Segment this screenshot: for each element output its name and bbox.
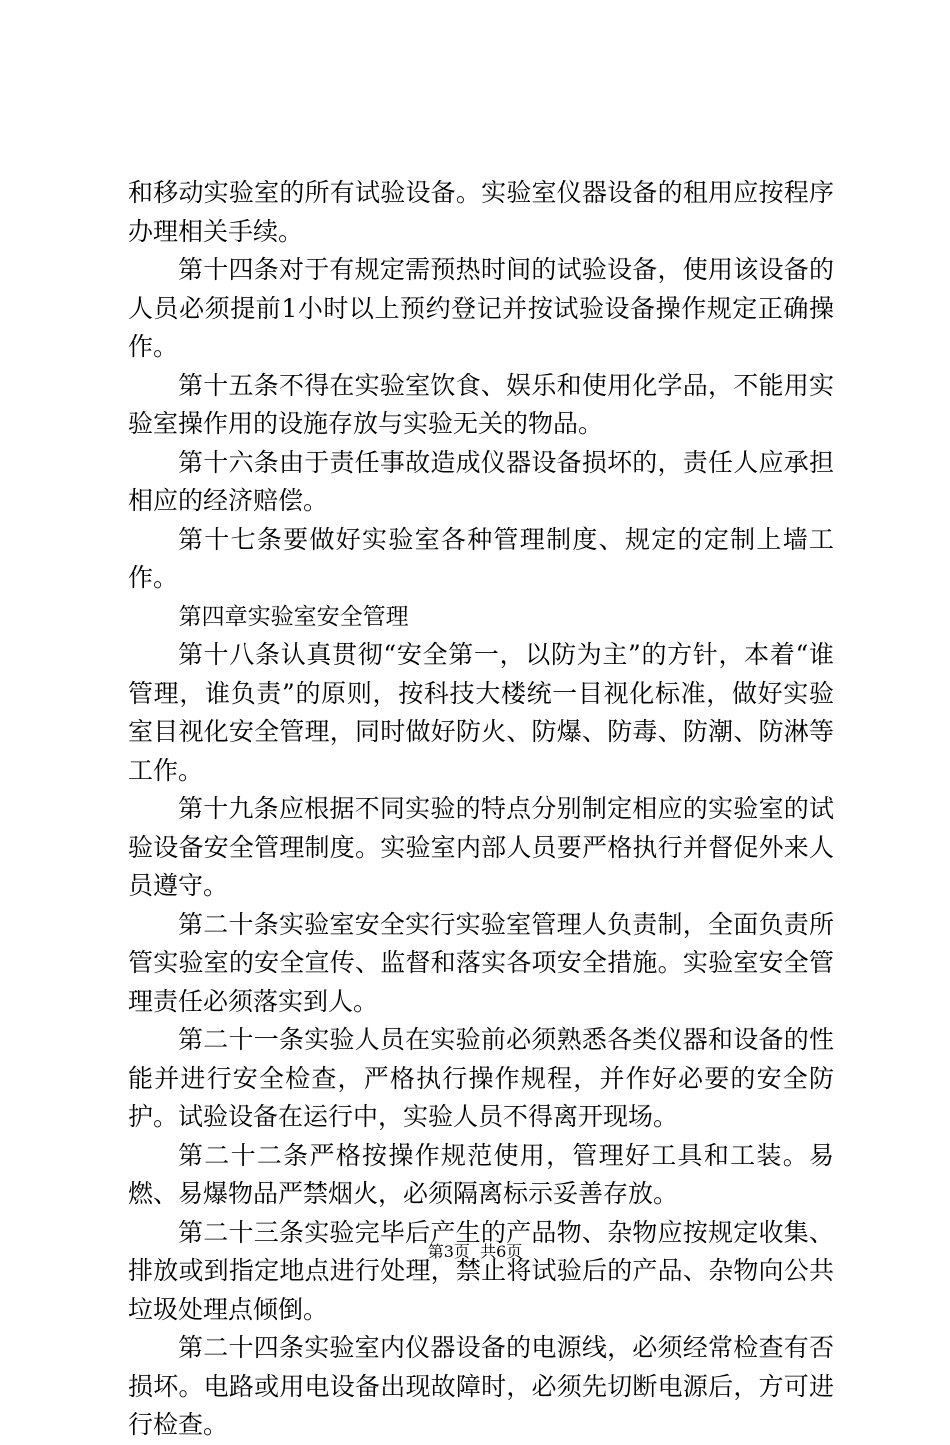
article-22: 第二十二条严格按操作规范使用，管理好工具和工装。易燃、易爆物品严禁烟火，必须隔离标示妥善存放。: [128, 1140, 834, 1208]
article-17: 第十七条要做好实验室各种管理制度、规定的定制上墙工作。: [128, 524, 834, 592]
article-19: 第十九条应根据不同实验的特点分别制定相应的实验室的试验设备安全管理制度。实验室内部人员要严格执行并督促外来人员遵守。: [128, 794, 834, 900]
article-21: 第二十一条实验人员在实验前必须熟悉各类仪器和设备的性能并进行安全检查，严格执行操作规程，并作好必要的安全防护。试验设备在运行中，实验人员不得离开现场。: [128, 1025, 834, 1131]
article-14: 第十四条对于有规定需预热时间的试验设备，使用该设备的人员必须提前1小时以上预约登记并按试验设备操作规定正确操作。: [128, 255, 834, 361]
paragraph-continued: 和移动实验室的所有试验设备。实验室仪器设备的租用应按程序办理相关手续。: [128, 178, 834, 246]
article-23: 第二十三条实验完毕后产生的产品物、杂物应按规定收集、排放或到指定地点进行处理，禁止将试验后的产品、杂物向公共垃圾处理点倾倒。: [128, 1217, 834, 1324]
article-20: 第二十条实验室安全实行实验室管理人负责制，全面负责所管实验室的安全宣传、监督和落实各项安全措施。实验室安全管理责任必须落实到人。: [128, 909, 834, 1016]
article-16: 第十六条由于责任事故造成仪器设备损坏的，责任人应承担相应的经济赔偿。: [128, 447, 834, 515]
page-footer: 第3页 共6页: [427, 1242, 523, 1261]
article-24: 第二十四条实验室内仪器设备的电源线，必须经常检查有否损坏。电路或用电设备出现故障时，必须先切断电源后，方可进行检查。: [128, 1333, 834, 1439]
chapter-4-heading: 第四章实验室安全管理: [178, 603, 409, 630]
article-15: 第十五条不得在实验室饮食、娱乐和使用化学品，不能用实验室操作用的设施存放与实验无关的物品。: [128, 370, 834, 438]
article-18: 第十八条认真贯彻“安全第一，以防为主”的方针，本着“谁管理，谁负责”的原则，按科技大楼统一目视化标准，做好实验室目视化安全管理，同时做好防火、防爆、防毒、防潮、防淋等工作。: [128, 640, 834, 785]
